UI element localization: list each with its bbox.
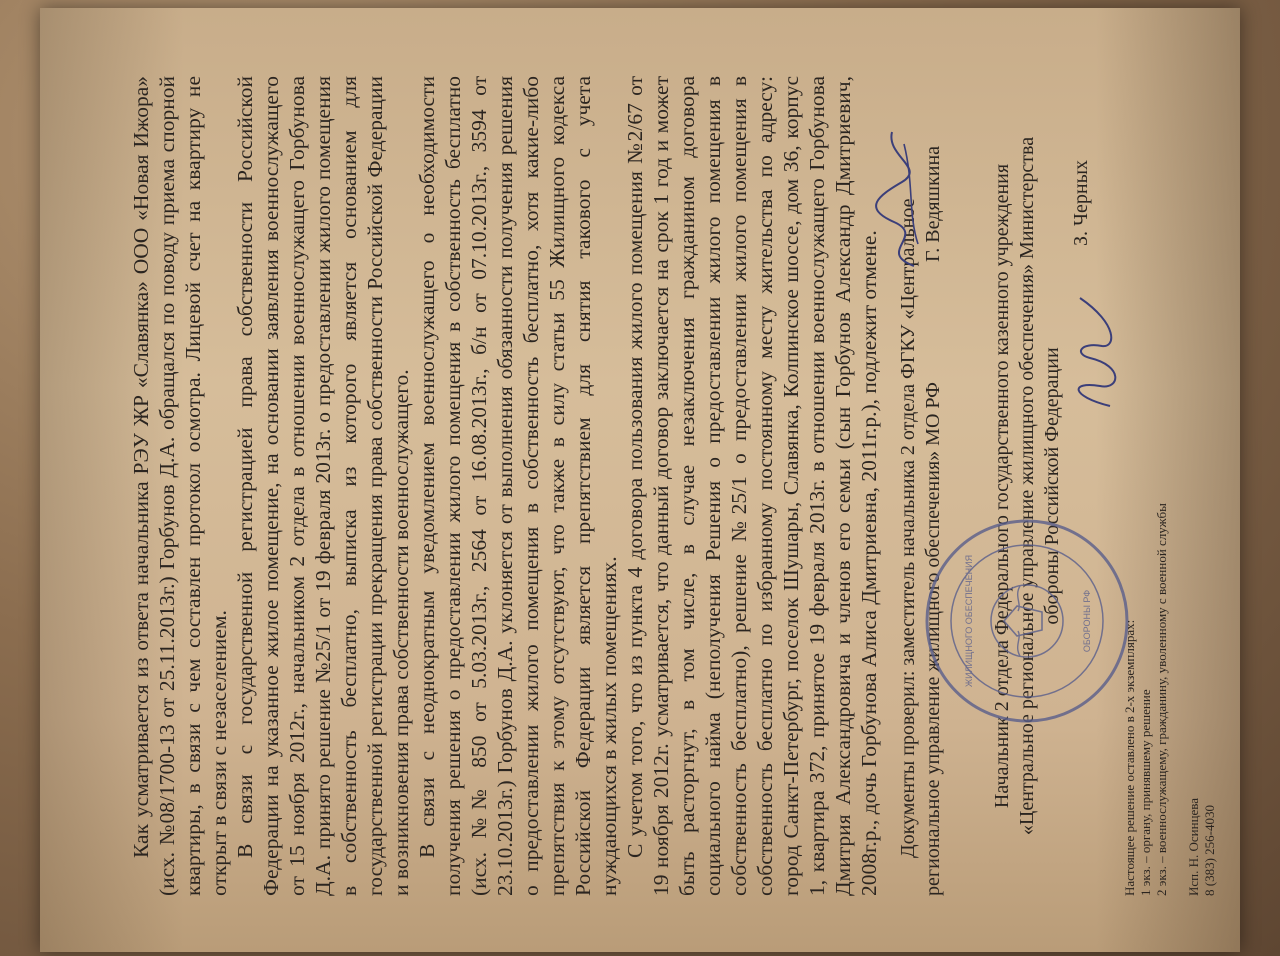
- paragraph-1: Как усматривается из ответа начальника РЭУ ЖР «Славянка» ООО «Новая Ижора» (исх. №08/1700-13 от 25.11.2013г.) Горбунов Д.А. обращался по поводу приема спорной квартиры, в связи с чем составлен протокол осмотра. Лицевой счет на квартиру не открыт в связи с незаселением.: [129, 76, 231, 896]
- chief-line-2: «Центральное региональное управление жилищного обеспечения» Министерства: [1016, 136, 1038, 836]
- paragraph-2: В связи с государственной регистрацией права собственности Российской Федерации на указанное жилое помещение, на основании заявления военнослужащего от 15 ноября 2012г., начальником 2 отдела в отношении военнослужащего Горбунова Д.А. принято решение №25/1 от 19 февраля 2013г. о предоставлении жилого помещения в собственность бесплатно, выписка из которого является основанием для государственной регистрации прекращения права собственности Российской Федерации и возникновения права собственности военнослужащего.: [233, 76, 413, 896]
- document-sheet: [40, 8, 1240, 952]
- paragraph-3: В связи с неоднократным уведомлением военнослужащего о необходимости получения решения о предоставлении жилого помещения в собственность бесплатно (исх. №№ 850 от 5.03.2013г., 2564 от 16.08.2013г., б/н от 07.10.2013г., 3594 от 23.10.2013г.) Горбунов Д.А. уклоняется от выполнения обязанности получения решения о предоставлении жилого помещения в собственность бесплатно, хотя какие-либо препятствия к этому отсутствуют, что также в силу статьи 55 Жилищного кодекса Российской Федерации является препятствием для снятия такового с учета нуждающихся в жилых помещениях.: [415, 76, 621, 896]
- executor-phone: 8 (383) 256-4030: [1202, 805, 1217, 896]
- executor-name: Исп. Н. Осинцева: [1186, 797, 1201, 896]
- chief-line-1: Начальник 2 отдела Федерального государственного казенного учреждения: [991, 163, 1013, 809]
- checked-by-position: региональное управление жилищного обеспечения» МО РФ: [922, 382, 944, 896]
- svg-text:ЖИЛИЩНОГО ОБЕСПЕЧЕНИЯ: ЖИЛИЩНОГО ОБЕСПЕЧЕНИЯ: [964, 554, 974, 688]
- signature-checker: [856, 124, 936, 274]
- paragraph-4: С учетом того, что из пункта 4 договора пользования жилого помещения №2/67 от 19 ноября 2012г. усматривается, что данный договор заключается на срок 1 год и может быть расторгнут, в том числе, в случае незаключения гражданином договора социального найма (неполучения Решения о предоставлении жилого помещения в собственность бесплатно), решение №25/1 о предоставлении жилого помещения в собственность бесплатно по избранному постоянному месту жительства по адресу: город Санкт-Петербург, поселок Шушары, Славянка, Колпинское шоссе, дом 36, корпус 1, квартира 372, принятое 19 февраля 2013г. в отношении военнослужащего Горбунова Дмитрия Александровича и членов его семьи (сын Горбунов Александр Дмитриевич, 2008г.р., дочь Горбунова Алиса Дмитриевна, 2011г.р.), подлежит отмене.: [623, 76, 881, 896]
- rotated-page: [60, 36, 1220, 936]
- chief-block: [990, 76, 1065, 896]
- svg-text:ОБОРОНЫ РФ: ОБОРОНЫ РФ: [1082, 589, 1092, 653]
- chief-name: З. Черных: [1070, 159, 1092, 246]
- footer-notes: [1122, 76, 1218, 896]
- footer-line-1: Настоящее решение оставлено в 2-х экземплярах:: [1122, 619, 1137, 896]
- footer-spacer: [1170, 76, 1186, 896]
- checked-by-line-1: Документы проверил: заместитель начальника 2 отдела ФГКУ «Центральное: [897, 198, 919, 858]
- footer-line-3: 2 экз. – военнослужащему, гражданину, уволенному с военной службы: [1154, 503, 1169, 896]
- signature-chief: [1060, 286, 1130, 416]
- chief-line-3: обороны Российской Федерации: [1041, 347, 1063, 625]
- official-stamp: [922, 516, 1132, 726]
- document-body: [128, 76, 882, 896]
- footer-line-2: 1 экз. – органу, принявшему решение: [1138, 689, 1153, 896]
- checked-by-name: Г. Ведяшкина: [922, 145, 944, 263]
